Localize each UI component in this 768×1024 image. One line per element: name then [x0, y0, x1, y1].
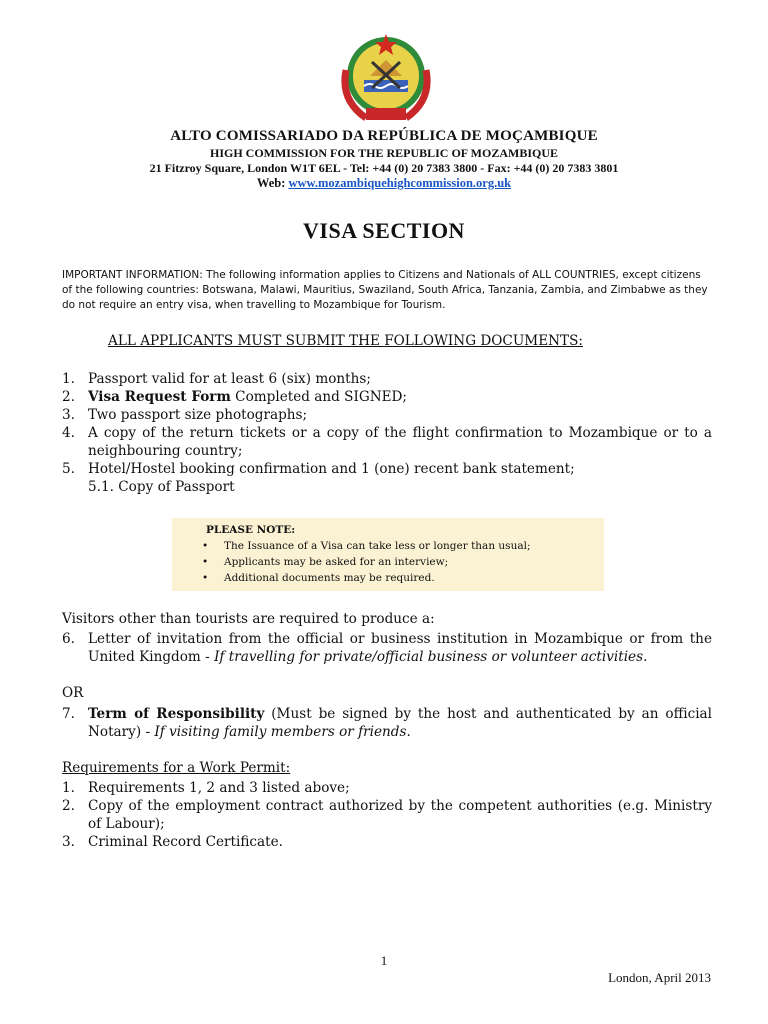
bullet-icon: •	[202, 556, 209, 568]
bullet-icon: •	[202, 572, 209, 584]
list-item: 5.1. Copy of Passport	[88, 479, 235, 495]
work-permit-heading: Requirements for a Work Permit:	[62, 760, 291, 776]
list-item: 1. Passport valid for at least 6 (six) months;	[62, 371, 371, 387]
note-title: PLEASE NOTE:	[206, 524, 296, 536]
page-number: 1	[380, 953, 388, 968]
website-link[interactable]: www.mozambiquehighcommission.org.uk	[288, 176, 512, 190]
documents-heading: ALL APPLICANTS MUST SUBMIT THE FOLLOWING DOCUMENTS:	[108, 333, 583, 349]
list-item: 5. Hotel/Hostel booking confirmation and 1 (one) recent bank statement;	[62, 461, 575, 477]
list-item: 2. Copy of the employment contract authorized by the competent authorities (e.g. Ministry of Labour);	[62, 798, 712, 832]
page-title: VISA SECTION	[303, 218, 465, 243]
header-portuguese-title: ALTO COMISSARIADO DA REPÚBLICA DE MOÇAMBIQUE	[170, 128, 598, 144]
note-list	[202, 538, 531, 586]
header-web	[0, 176, 768, 191]
header-english-title: HIGH COMMISSION FOR THE REPUBLIC OF MOZAMBIQUE	[209, 146, 559, 160]
please-note-box	[172, 518, 604, 591]
list-item: 2. Visa Request Form Completed and SIGNED;	[62, 389, 407, 405]
web-label: Web:	[256, 176, 286, 190]
visitors-item-6: 6. Letter of invitation from the official or business institution in Mozambique or from the United Kingdom - If travelling for private/official business or volunteer activities.	[62, 631, 712, 665]
footer-date: London, April 2013	[608, 970, 711, 985]
note-item: • The Issuance of a Visa can take less or longer than usual;	[202, 540, 531, 552]
list-item: 3. Two passport size photographs;	[62, 407, 308, 423]
mozambique-emblem	[338, 30, 434, 126]
bullet-icon: •	[202, 540, 209, 552]
list-item: 4. A copy of the return tickets or a copy of the flight confirmation to Mozambique or to a neighbouring country;	[62, 425, 712, 459]
important-information: IMPORTANT INFORMATION: The following information applies to Citizens and Nationals of ALL COUNTRIES, except citizens of the following countries: Botswana, Malawi, Mauritius, Swaziland, South Africa, Tanzania, Zambia, and Zimbabwe as they do not require an entry visa, when travelling to Mozambique for Tourism.	[62, 269, 708, 311]
documents-list	[62, 370, 712, 496]
visitors-item-7: 7. Term of Responsibility (Must be signed by the host and authenticated by an official Notary) - If visiting family members or friends.	[62, 706, 712, 740]
note-item: • Additional documents may be required.	[202, 572, 435, 584]
note-item: • Applicants may be asked for an interview;	[202, 556, 449, 568]
visitors-intro: Visitors other than tourists are required to produce a:	[62, 611, 435, 627]
header-address: 21 Fitzroy Square, London W1T 6EL - Tel: +44 (0) 20 7383 3800 - Fax: +44 (0) 20 7383 3801	[149, 161, 619, 175]
or-separator: OR	[62, 685, 84, 701]
list-item: 3. Criminal Record Certificate.	[62, 834, 283, 850]
work-permit-list	[62, 779, 712, 851]
list-item: 1. Requirements 1, 2 and 3 listed above;	[62, 780, 350, 796]
